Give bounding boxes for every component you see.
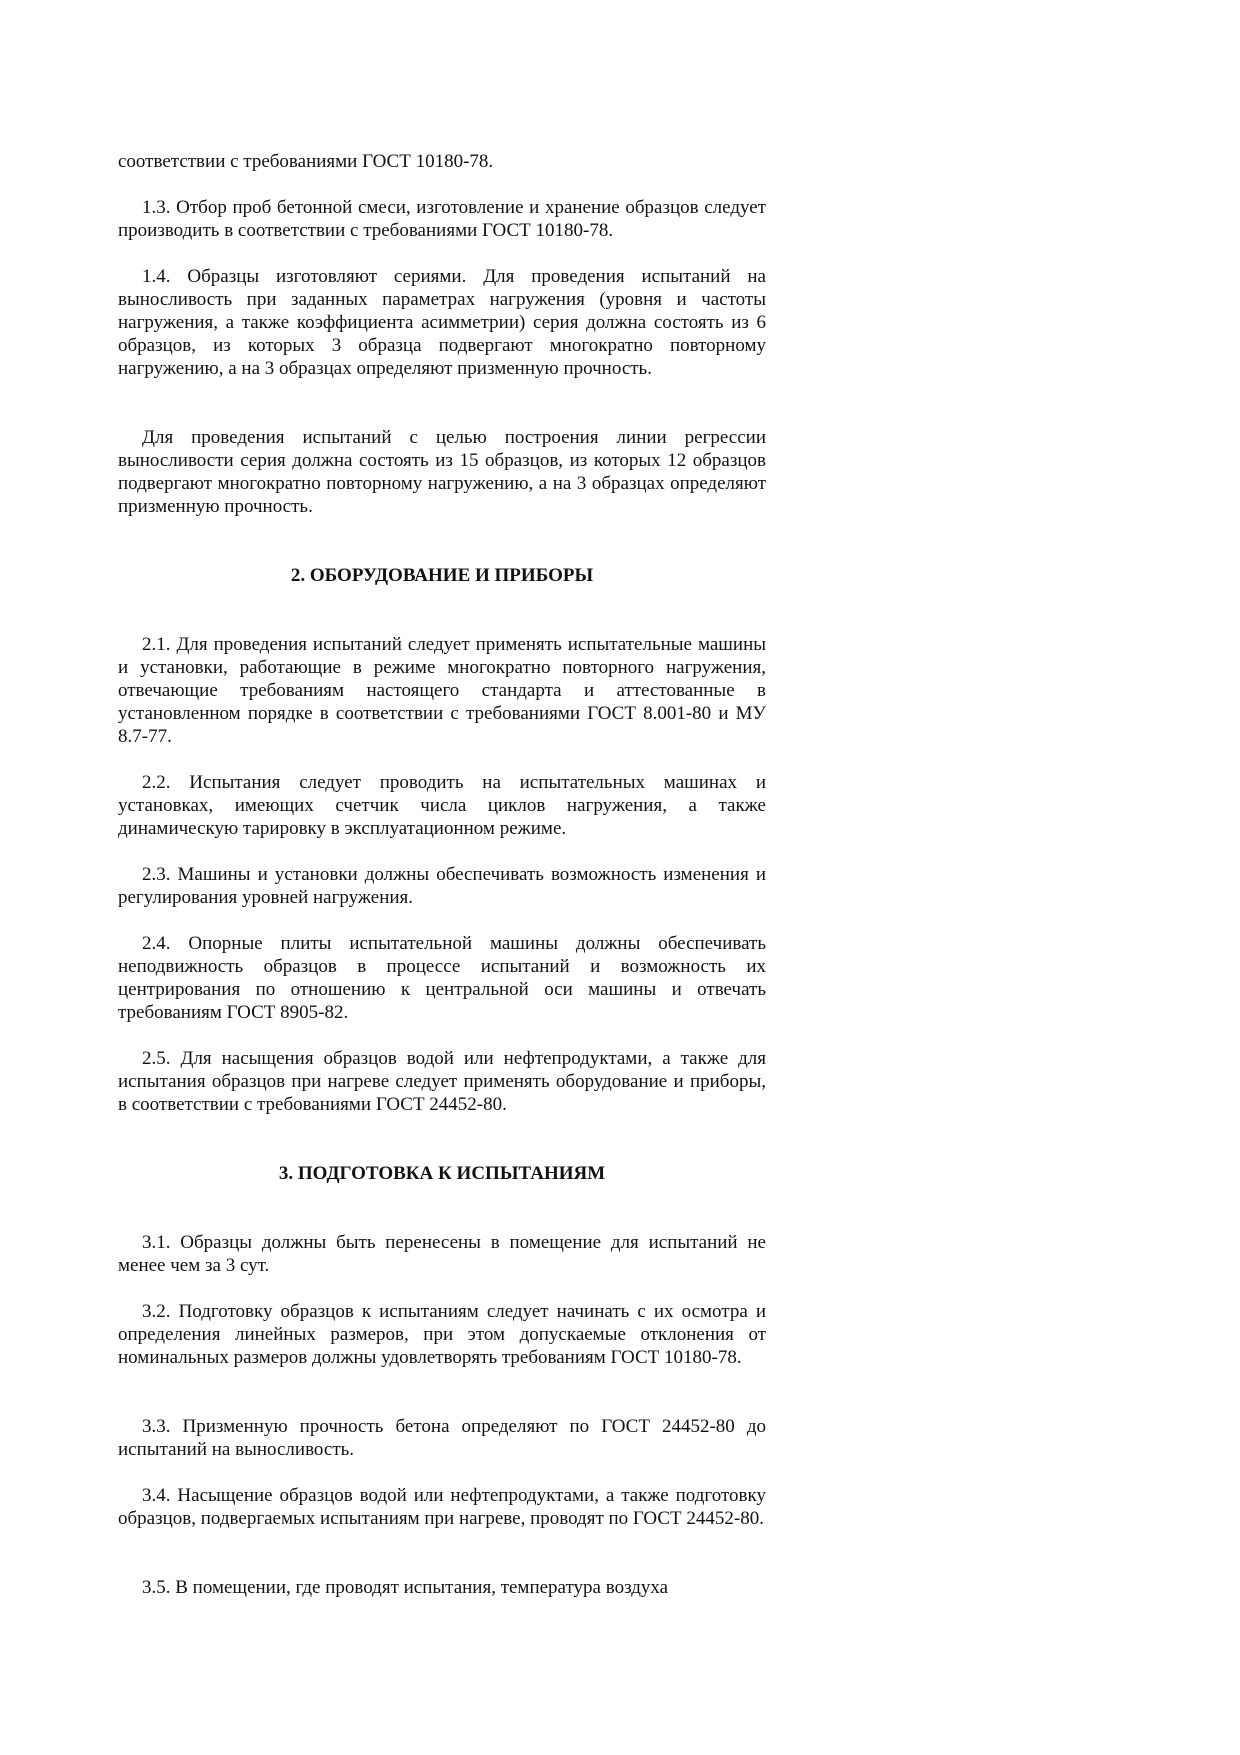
paragraph-2-2: 2.2. Испытания следует проводить на испытательных машинах и установках, имеющих счетчик числа циклов нагружения, а также динамическую тарировку в эксплуатационном режиме. [118,772,766,839]
paragraph-2-3: 2.3. Машины и установки должны обеспечивать возможность изменения и регулирования уровней нагружения. [118,864,766,908]
paragraph-3-5: 3.5. В помещении, где проводят испытания, температура воздуха [142,1577,669,1598]
paragraph-1-4: 1.4. Образцы изготовляют сериями. Для проведения испытаний на выносливость при заданных параметрах нагружения (уровня и частоты нагружения, а также коэффициента асимметрии) серия должна состоять из 6 образцов, из которых 3 образца подвергают многократно повторному нагружению, а на 3 образцах определяют призменную прочность. [118,266,766,379]
continuation-paragraph: соответствии с требованиями ГОСТ 10180-78. [118,151,494,172]
paragraph-2-4: 2.4. Опорные плиты испытательной машины должны обеспечивать неподвижность образцов в процессе испытаний и возможность их центрирования по отношению к центральной оси машины и отвечать требованиям ГОСТ 8905-82. [118,933,766,1023]
paragraph-3-2: 3.2. Подготовку образцов к испытаниям следует начинать с их осмотра и определения линейных размеров, при этом допускаемые отклонения от номинальных размеров должны удовлетворять требованиям ГОСТ 10180-78. [118,1301,766,1368]
paragraph-3-4: 3.4. Насыщение образцов водой или нефтепродуктами, а также подготовку образцов, подвергаемых испытаниям при нагреве, проводят по ГОСТ 24452-80. [118,1485,766,1529]
paragraph-regression: Для проведения испытаний с целью построения линии регрессии выносливости серия должна состоять из 15 образцов, из которых 12 образцов подвергают многократно повторному нагружению, а на 3 образцах определяют призменную прочность. [118,427,766,517]
section-3-heading: 3. ПОДГОТОВКА К ИСПЫТАНИЯМ [278,1163,606,1184]
paragraph-3-3: 3.3. Призменную прочность бетона определяют по ГОСТ 24452-80 до испытаний на выносливость. [118,1416,766,1460]
section-2-heading: 2. ОБОРУДОВАНИЕ И ПРИБОРЫ [290,565,594,586]
paragraph-1-3: 1.3. Отбор проб бетонной смеси, изготовление и хранение образцов следует производить в соответствии с требованиями ГОСТ 10180-78. [118,197,766,241]
paragraph-2-1: 2.1. Для проведения испытаний следует применять испытательные машины и установки, работающие в режиме многократно повторного нагружения, отвечающие требованиям настоящего стандарта и аттестованные в установленном порядке в соответствии с требованиями ГОСТ 8.001-80 и МУ 8.7-77. [118,634,766,747]
paragraph-3-1: 3.1. Образцы должны быть перенесены в помещение для испытаний не менее чем за 3 сут. [118,1232,766,1276]
paragraph-2-5: 2.5. Для насыщения образцов водой или нефтепродуктами, а также для испытания образцов при нагреве следует применять оборудование и приборы, в соответствии с требованиями ГОСТ 24452-80. [118,1048,766,1115]
